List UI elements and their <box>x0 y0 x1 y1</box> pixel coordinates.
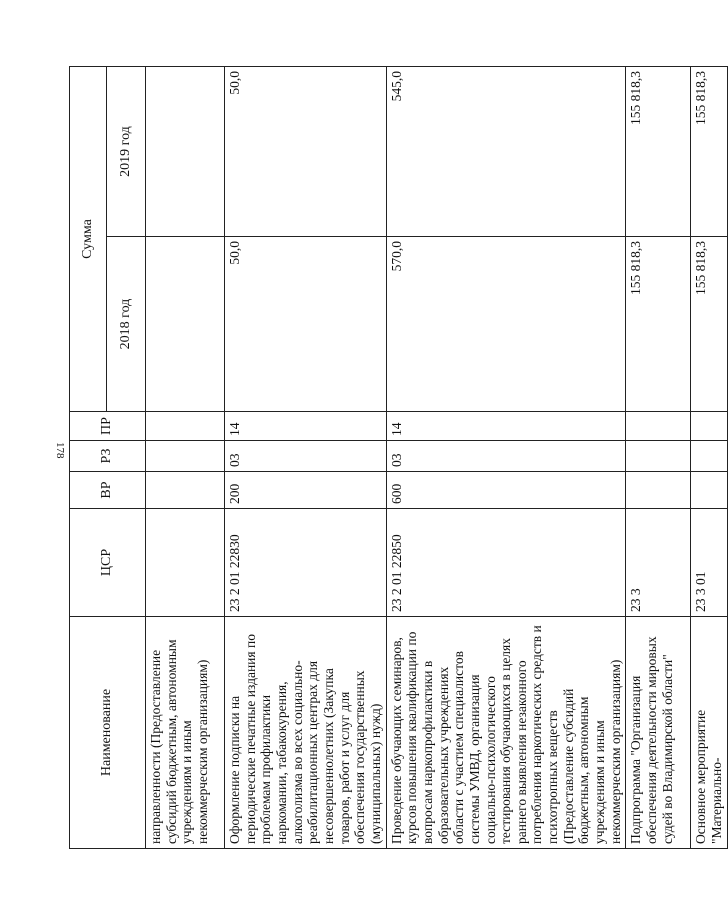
header-2019: 2019 год <box>107 67 146 237</box>
header-csr: ЦСР <box>70 509 146 617</box>
cell-rz <box>691 441 727 472</box>
header-2018: 2018 год <box>107 237 146 412</box>
cell-rz: 03 <box>386 441 626 472</box>
cell-name: Проведение обучающих семинаров, курсов повышения квалификации по вопросам наркопрофилактики в образовательных учреждениях области с участием специалистов системы УМВД, организация социально-психологического тестирования обучающихся в целях раннего выявления незаконного потребления наркотических средств и психотропных веществ (Предоставление субсидий бюджетным, автономным учреждениям и иным некоммерческим организациям) <box>386 617 626 849</box>
cell-csr: 23 2 01 22830 <box>225 509 387 617</box>
cell-vr: 200 <box>225 472 387 509</box>
table-row <box>225 67 387 849</box>
cell-pr <box>146 412 225 441</box>
budget-table <box>69 66 728 849</box>
cell-2019: 155 818,3 <box>626 67 691 237</box>
cell-pr: 14 <box>386 412 626 441</box>
cell-rz <box>626 441 691 472</box>
cell-vr <box>146 472 225 509</box>
cell-2018: 155 818,3 <box>626 237 691 412</box>
header-vr: ВР <box>70 472 146 509</box>
header-sum: Сумма <box>70 67 107 412</box>
cell-2018: 570,0 <box>386 237 626 412</box>
cell-vr <box>626 472 691 509</box>
budget-table-sheet <box>69 67 725 849</box>
table-row <box>691 67 727 849</box>
cell-2019: 155 818,3 <box>691 67 727 237</box>
cell-csr <box>146 509 225 617</box>
cell-csr: 23 3 <box>626 509 691 617</box>
cell-2019 <box>146 67 225 237</box>
cell-csr: 23 2 01 22850 <box>386 509 626 617</box>
header-pr: ПР <box>70 412 146 441</box>
header-name: Наименование <box>70 617 146 849</box>
cell-2018 <box>146 237 225 412</box>
cell-name: направленности (Предоставление субсидий бюджетным, автономным учреждениям и иным некоммерческим организациям) <box>146 617 225 849</box>
cell-vr <box>691 472 727 509</box>
cell-2018: 50,0 <box>225 237 387 412</box>
cell-rz <box>146 441 225 472</box>
table-row <box>146 67 225 849</box>
table-row <box>386 67 626 849</box>
page-number: 178 <box>54 442 66 459</box>
header-rz: РЗ <box>70 441 146 472</box>
cell-pr: 14 <box>225 412 387 441</box>
cell-name: Оформление подписки на периодические печатные издания по проблемам профилактики наркомании, табакокурения, алкоголизма во всех социально-реабилитационных центрах для несовершеннолетних (Закупка товаров, работ и услуг для обеспечения государственных (муниципальных) нужд) <box>225 617 387 849</box>
cell-2019: 545,0 <box>386 67 626 237</box>
cell-csr: 23 3 01 <box>691 509 727 617</box>
table-row <box>626 67 691 849</box>
table-header-row <box>70 67 107 849</box>
cell-2018: 155 818,3 <box>691 237 727 412</box>
cell-name: Основное мероприятие "Материально- <box>691 617 727 849</box>
cell-name: Подпрограмма "Организация обеспечения деятельности мировых судей во Владимирской области" <box>626 617 691 849</box>
cell-rz: 03 <box>225 441 387 472</box>
cell-pr <box>626 412 691 441</box>
cell-2019: 50,0 <box>225 67 387 237</box>
cell-vr: 600 <box>386 472 626 509</box>
cell-pr <box>691 412 727 441</box>
